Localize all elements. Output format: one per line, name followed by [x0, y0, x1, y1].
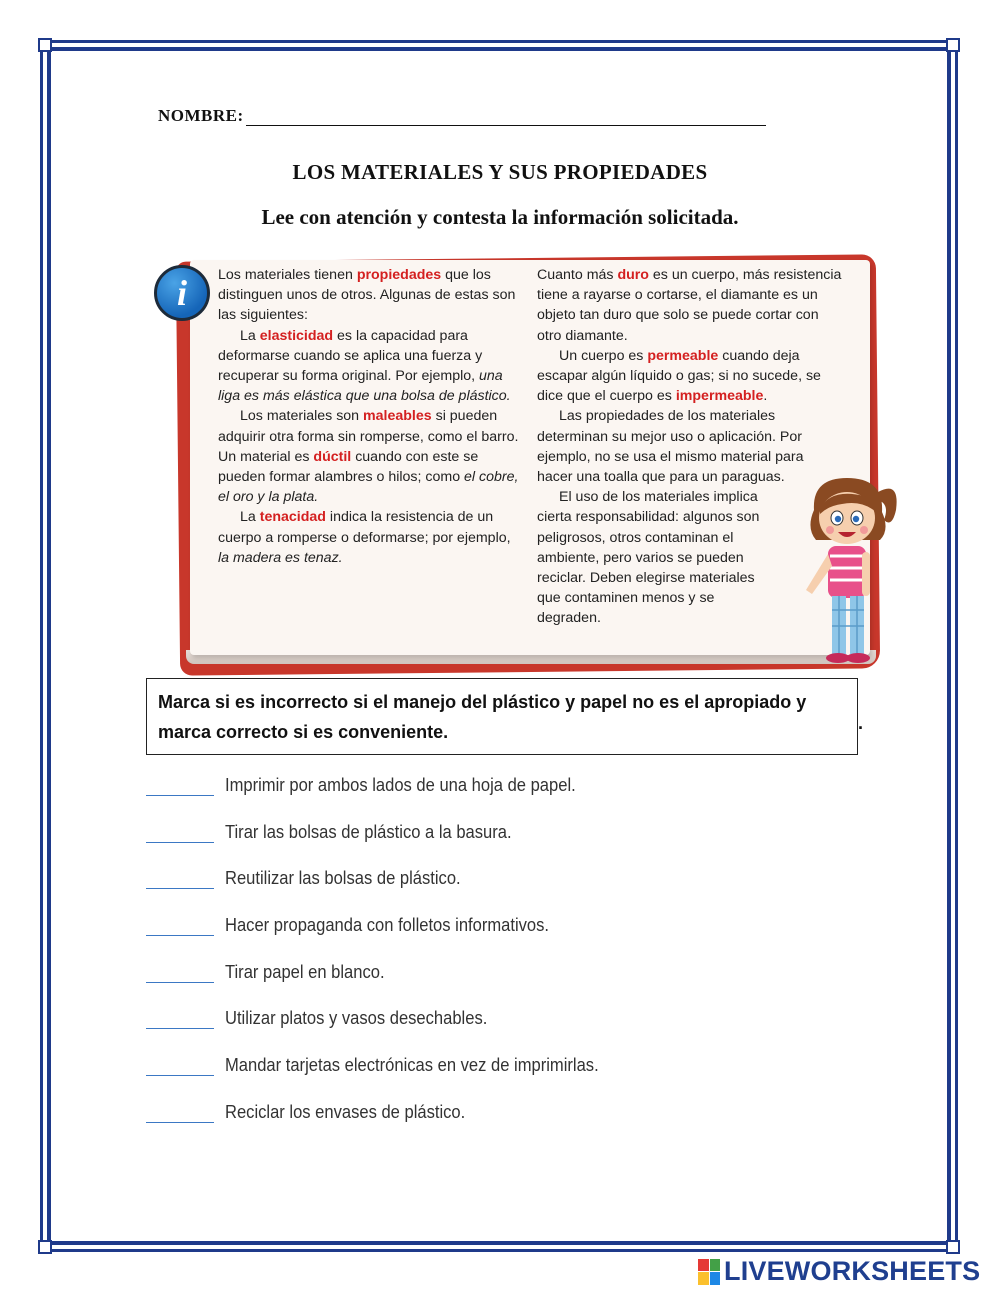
answer-input[interactable]: [146, 819, 214, 843]
keyword: maleables: [363, 408, 432, 425]
list-item: [146, 959, 846, 1006]
name-label: NOMBRE:: [158, 106, 244, 125]
answer-input[interactable]: [146, 1052, 214, 1076]
keyword: propiedades: [356, 267, 442, 283]
paragraph: La elasticidad es la capacidad para deformarse cuando se aplica una fuerza y recuperar su forma original. Por ejemplo, una liga es más elástica que una bolsa de plástico.: [218, 327, 511, 405]
instructions-box: Marca si es incorrecto si el manejo del plástico y papel no es el apropiado y marca correcto si es conveniente.: [146, 678, 858, 755]
name-line[interactable]: [246, 108, 766, 126]
answer-input[interactable]: [146, 865, 214, 889]
list-item: [146, 865, 846, 912]
item-text: Tirar las bolsas de plástico a la basura.: [225, 821, 512, 842]
list-item: [146, 819, 846, 866]
list-item: [146, 1005, 846, 1052]
answer-input[interactable]: [146, 912, 214, 936]
keyword: tenacidad: [259, 509, 326, 526]
answer-list: [146, 772, 846, 1146]
list-item: [146, 1099, 846, 1146]
liveworksheets-logo-icon: [698, 1259, 720, 1285]
keyword: duro: [617, 267, 649, 283]
answer-input[interactable]: [146, 1099, 214, 1123]
answer-input[interactable]: [146, 1005, 214, 1029]
paragraph: La tenacidad indica la resistencia de un cuerpo a romperse o deformarse; por ejemplo, la madera es tenaz.: [218, 509, 511, 566]
keyword: impermeable: [675, 388, 764, 405]
item-text: Reciclar los envases de plástico.: [225, 1101, 466, 1122]
info-icon: i: [154, 265, 210, 321]
page-subtitle: Lee con atención y contesta la información solicitada.: [261, 205, 739, 229]
brand-name: LIVEWORKSHEETS: [724, 1256, 981, 1286]
item-text: Imprimir por ambos lados de una hoja de papel.: [225, 775, 576, 795]
girl-illustration: [792, 470, 902, 670]
paragraph: Un material es dúctil cuando con este se pueden formar alambres o hilos; como el cobre, el oro y la plata.: [218, 448, 519, 506]
frame-corner: [946, 38, 960, 52]
list-item: [146, 772, 846, 819]
keyword: elasticidad: [259, 327, 334, 344]
list-item: [146, 1052, 846, 1099]
list-item: [146, 912, 846, 959]
keyword: permeable: [647, 347, 719, 364]
item-text: Mandar tarjetas electrónicas en vez de imprimirlas.: [225, 1055, 599, 1076]
answer-input[interactable]: [146, 772, 214, 796]
frame-corner: [38, 1240, 52, 1254]
paragraph: Cuanto más duro es un cuerpo, más resistencia tiene a rayarse o cortarse, el diamante es un objeto tan duro que solo se puede cortar con otro diamante.: [537, 267, 842, 344]
paragraph: Los materiales tienen propiedades que los distinguen unos de otros. Algunas de estas son las siguientes:: [218, 267, 516, 324]
item-text: Utilizar platos y vasos desechables.: [225, 1008, 488, 1029]
liveworksheets-brand: [698, 1256, 980, 1287]
stray-mark: .: [858, 713, 864, 733]
frame-corner: [946, 1240, 960, 1254]
keyword: dúctil: [313, 448, 352, 465]
paragraph: Las propiedades de los materiales determinan su mejor uso o aplicación. Por ejemplo, no se usa el mismo material para hacer una toalla que para un paraguas.: [537, 408, 804, 486]
paragraph: El uso de los materiales implica cierta responsabilidad: algunos son peligrosos, otros contaminan el ambiente, pero varios se pueden reciclar. Deben elegirse materiales que contaminen menos y se degraden.: [537, 489, 760, 627]
paragraph: Los materiales son maleables si pueden adquirir otra forma sin romperse, como el barro.: [218, 408, 519, 445]
frame-corner: [38, 38, 52, 52]
page-title: LOS MATERIALES Y SUS PROPIEDADES: [292, 160, 708, 184]
name-field-row: [158, 106, 766, 126]
reading-column-left: [218, 265, 523, 568]
paragraph: Un cuerpo es permeable cuando deja escapar algún líquido o gas; si no sucede, se dice que el cuerpo es impermeable.: [537, 347, 821, 405]
item-text: Reutilizar las bolsas de plástico.: [225, 868, 461, 889]
answer-input[interactable]: [146, 959, 214, 983]
item-text: Tirar papel en blanco.: [225, 961, 385, 982]
item-text: Hacer propaganda con folletos informativos.: [225, 915, 550, 936]
